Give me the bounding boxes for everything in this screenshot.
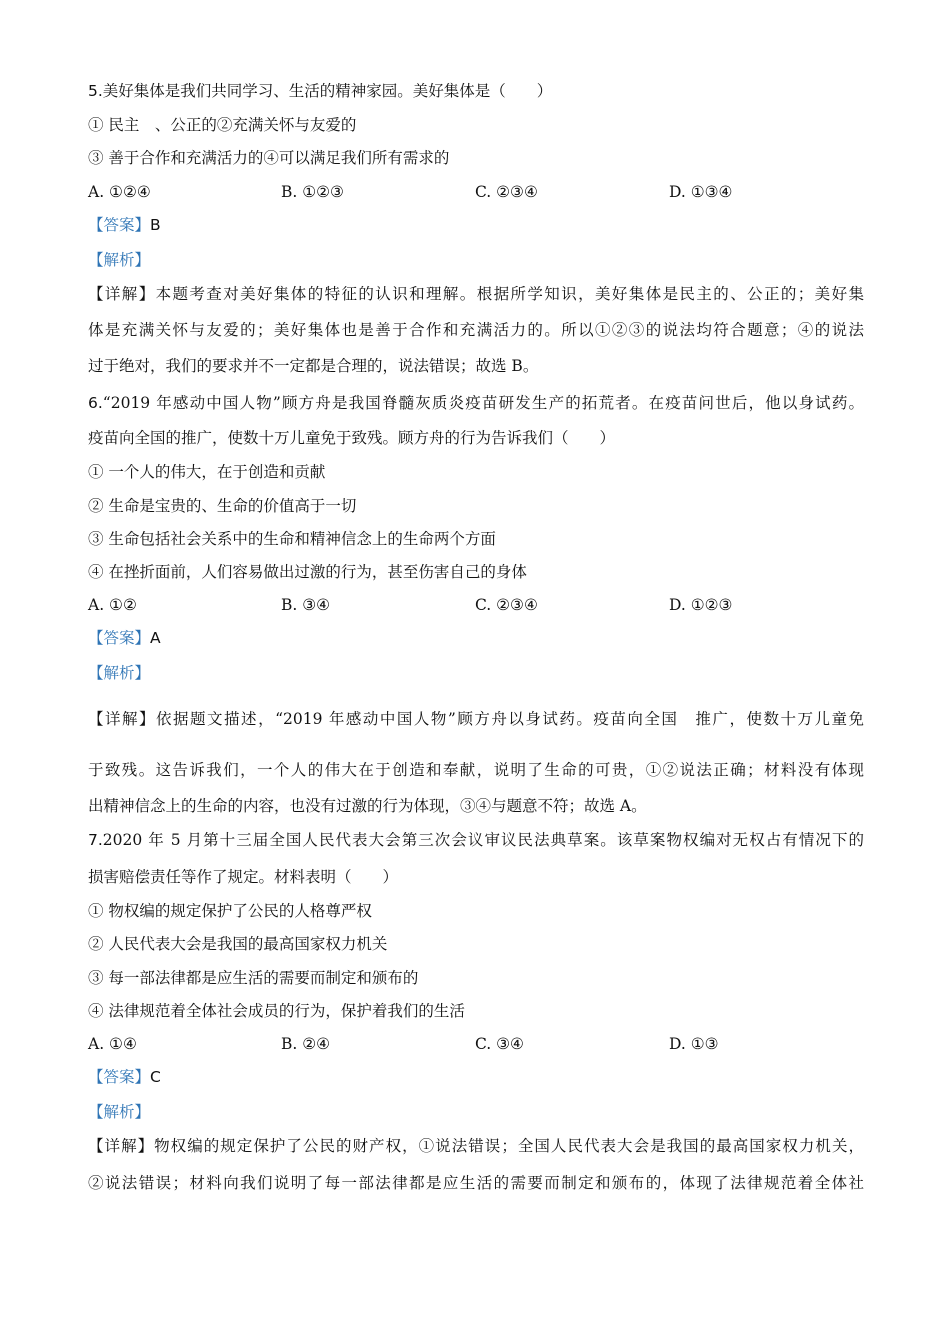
q5-stem: 5.美好集体是我们共同学习、生活的精神家园。美好集体是（ ） bbox=[88, 82, 553, 100]
q7-option-c: C. ③④ bbox=[475, 1035, 524, 1053]
q6-analysis-tag: 【解析】 bbox=[88, 664, 151, 682]
q7-option-d: D. ①③ bbox=[669, 1035, 719, 1053]
q6-option-a: A. ①② bbox=[88, 596, 137, 614]
q6-item-1: ① 一个人的伟大，在于创造和贡献 bbox=[88, 463, 326, 481]
q5-option-c: C. ②③④ bbox=[475, 183, 538, 201]
q6-stem-line-2: 疫苗向全国的推广，使数十万儿童免于致残。顾方舟的行为告诉我们（ ） bbox=[88, 429, 616, 447]
q5-number: 5. bbox=[88, 82, 103, 100]
q5-option-a: A. ①②④ bbox=[88, 183, 151, 201]
q7-item-1: ① 物权编的规定保护了公民的人格尊严权 bbox=[88, 902, 372, 920]
q6-stem-line-1: 6.“2019 年感动中国人物”顾方舟是我国脊髓灰质炎疫苗研发生产的拓荒者。在疫苗问世后，他以身试药。 bbox=[88, 394, 864, 412]
q7-stem-line-1: 7.2020 年 5 月第十三届全国人民代表大会第三次会议审议民法典草案。该草案物权编对无权占有情况下的 bbox=[88, 831, 864, 849]
q7-item-4: ④ 法律规范着全体社会成员的行为，保护着我们的生活 bbox=[88, 1002, 465, 1020]
q7-stem-line-2: 损害赔偿责任等作了规定。材料表明（ ） bbox=[88, 868, 399, 886]
q6-detail-line-1: 【详解】依据题文描述，“2019 年感动中国人物”顾方舟以身试药。疫苗向全国 推广，使数十万儿童免 bbox=[88, 710, 864, 728]
q6-number: 6. bbox=[88, 394, 103, 412]
q7-analysis-tag: 【解析】 bbox=[88, 1103, 151, 1121]
q6-answer: 【答案】A bbox=[88, 629, 161, 647]
q7-detail-line-1: 【详解】物权编的规定保护了公民的财产权，①说法错误；全国人民代表大会是我国的最高国家权力机关， bbox=[88, 1137, 864, 1155]
q6-item-2: ② 生命是宝贵的、生命的价值高于一切 bbox=[88, 497, 357, 515]
q5-answer: 【答案】B bbox=[88, 216, 161, 234]
q5-detail-line-2: 体是充满关怀与友爱的；美好集体也是善于合作和充满活力的。所以①②③的说法均符合题意；④的说法 bbox=[88, 321, 864, 339]
q6-option-d: D. ①②③ bbox=[669, 596, 733, 614]
q7-item-3: ③ 每一部法律都是应生活的需要而制定和颁布的 bbox=[88, 969, 419, 987]
q6-item-4: ④ 在挫折面前，人们容易做出过激的行为，甚至伤害自己的身体 bbox=[88, 563, 527, 581]
q5-detail-line-3: 过于绝对，我们的要求并不一定都是合理的，说法错误；故选 B。 bbox=[88, 357, 539, 375]
q5-item-2: ③ 善于合作和充满活力的④可以满足我们所有需求的 bbox=[88, 149, 450, 167]
q7-number: 7. bbox=[88, 831, 103, 849]
q5-option-b: B. ①②③ bbox=[281, 183, 344, 201]
q7-option-b: B. ②④ bbox=[281, 1035, 331, 1053]
q5-analysis-tag: 【解析】 bbox=[88, 251, 151, 269]
q5-item-1: ① 民主 、公正的②充满关怀与友爱的 bbox=[88, 116, 357, 134]
q6-option-b: B. ③④ bbox=[281, 596, 331, 614]
q5-detail-line-1: 【详解】本题考查对美好集体的特征的认识和理解。根据所学知识，美好集体是民主的、公正的；美好集 bbox=[88, 285, 864, 303]
q7-answer: 【答案】C bbox=[88, 1068, 161, 1086]
q5-option-d: D. ①③④ bbox=[669, 183, 733, 201]
q6-detail-line-3: 出精神信念上的生命的内容，也没有过激的行为体现，③④与题意不符；故选 A。 bbox=[88, 797, 647, 815]
q7-item-2: ② 人民代表大会是我国的最高国家权力机关 bbox=[88, 935, 388, 953]
q7-option-a: A. ①④ bbox=[88, 1035, 137, 1053]
q6-detail-line-2: 于致残。这告诉我们，一个人的伟大在于创造和奉献，说明了生命的可贵，①②说法正确；材料没有体现 bbox=[88, 761, 864, 779]
q6-item-3: ③ 生命包括社会关系中的生命和精神信念上的生命两个方面 bbox=[88, 530, 496, 548]
q7-detail-line-2: ②说法错误；材料向我们说明了每一部法律都是应生活的需要而制定和颁布的，体现了法律规范着全体社 bbox=[88, 1174, 864, 1192]
q6-option-c: C. ②③④ bbox=[475, 596, 538, 614]
